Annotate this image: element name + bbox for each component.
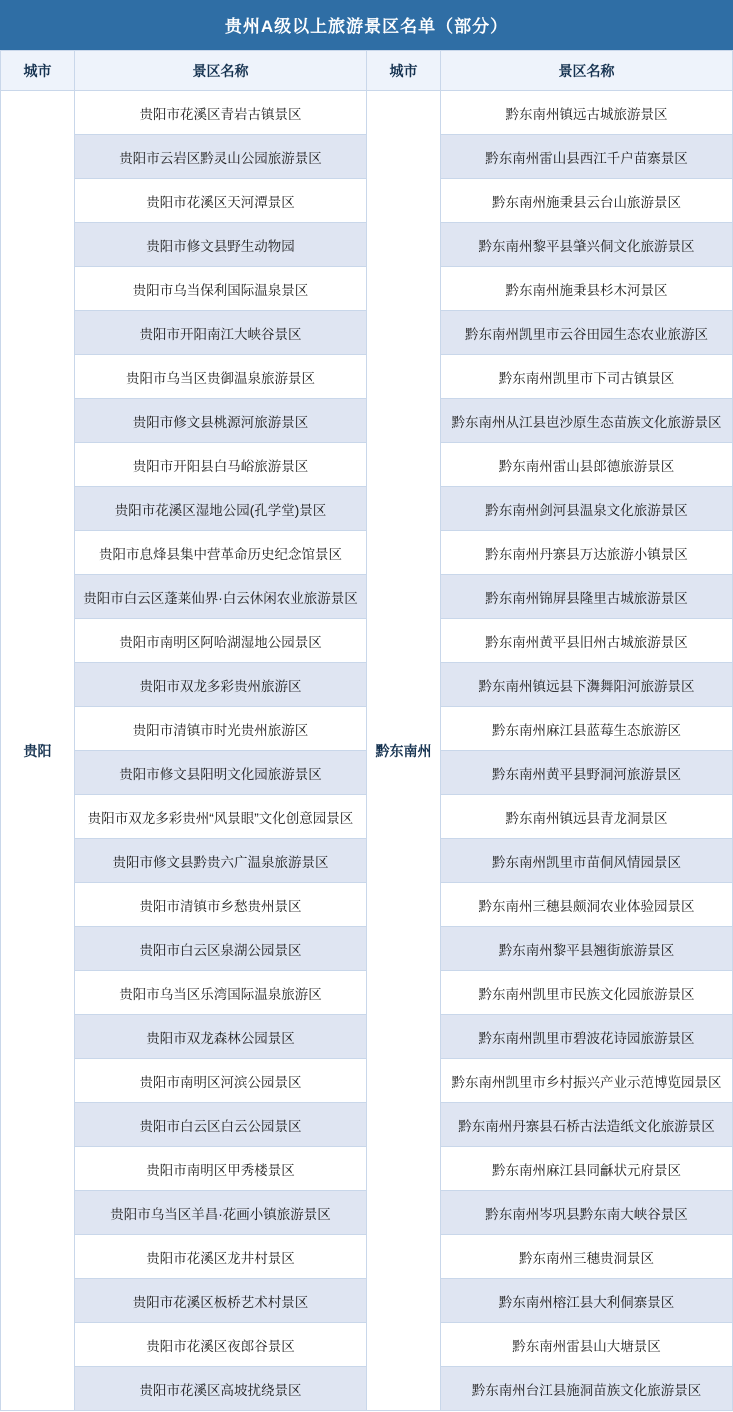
spot-cell: 黔东南州黄平县野洞河旅游景区: [441, 751, 733, 795]
spot-cell: 贵阳市花溪区板桥艺术村景区: [75, 1279, 367, 1323]
spot-cell: 贵阳市双龙森林公园景区: [75, 1015, 367, 1059]
column-header-spot-left: 景区名称: [75, 51, 367, 91]
spot-cell: 黔东南州凯里市云谷田园生态农业旅游区: [441, 311, 733, 355]
spot-cell: 黔东南州三穗县颇洞农业体验园景区: [441, 883, 733, 927]
spot-cell: 黔东南州锦屏县隆里古城旅游景区: [441, 575, 733, 619]
spot-cell: 贵阳市南明区甲秀楼景区: [75, 1147, 367, 1191]
city-cell-left: 贵阳: [1, 91, 75, 1411]
spot-cell: 黔东南州榕江县大利侗寨景区: [441, 1279, 733, 1323]
spot-cell: 贵阳市南明区河滨公园景区: [75, 1059, 367, 1103]
spot-cell: 黔东南州凯里市碧波花诗园旅游景区: [441, 1015, 733, 1059]
spot-cell: 贵阳市开阳南江大峡谷景区: [75, 311, 367, 355]
spot-cell: 黔东南州凯里市乡村振兴产业示范博览园景区: [441, 1059, 733, 1103]
spot-cell: 贵阳市云岩区黔灵山公园旅游景区: [75, 135, 367, 179]
spot-cell: 贵阳市花溪区夜郎谷景区: [75, 1323, 367, 1367]
spot-cell: 贵阳市修文县野生动物园: [75, 223, 367, 267]
spot-cell: 贵阳市修文县桃源河旅游景区: [75, 399, 367, 443]
column-header-city-right: 城市: [367, 51, 441, 91]
spot-cell: 贵阳市花溪区龙井村景区: [75, 1235, 367, 1279]
spot-cell: 黔东南州黎平县肇兴侗文化旅游景区: [441, 223, 733, 267]
table-row: [1, 91, 733, 135]
spot-cell: 黔东南州雷山县西江千户苗寨景区: [441, 135, 733, 179]
spot-cell: 黔东南州施秉县杉木河景区: [441, 267, 733, 311]
spot-cell: 贵阳市息烽县集中营革命历史纪念馆景区: [75, 531, 367, 575]
spot-cell: 贵阳市乌当保利国际温泉景区: [75, 267, 367, 311]
page-title: 贵州A级以上旅游景区名单（部分）: [0, 0, 733, 50]
spot-cell: 黔东南州黎平县翘街旅游景区: [441, 927, 733, 971]
spot-cell: 贵阳市白云区蓬莱仙界·白云休闲农业旅游景区: [75, 575, 367, 619]
spot-cell: 黔东南州麻江县同龢状元府景区: [441, 1147, 733, 1191]
city-cell-right: 黔东南州: [367, 91, 441, 1411]
spot-cell: 黔东南州黄平县旧州古城旅游景区: [441, 619, 733, 663]
spot-cell: 黔东南州镇远县青龙洞景区: [441, 795, 733, 839]
spot-cell: 贵阳市乌当区羊昌·花画小镇旅游景区: [75, 1191, 367, 1235]
spot-cell: 黔东南州镇远县下㵲舞阳河旅游景区: [441, 663, 733, 707]
spot-cell: 贵阳市乌当区乐湾国际温泉旅游区: [75, 971, 367, 1015]
spot-cell: 黔东南州施秉县云台山旅游景区: [441, 179, 733, 223]
column-header-city-left: 城市: [1, 51, 75, 91]
spot-cell: 黔东南州雷县山大塘景区: [441, 1323, 733, 1367]
spot-cell: 贵阳市花溪区天河潭景区: [75, 179, 367, 223]
spot-cell: 黔东南州凯里市苗侗风情园景区: [441, 839, 733, 883]
spot-cell: 贵阳市清镇市时光贵州旅游区: [75, 707, 367, 751]
spot-cell: 贵阳市花溪区高坡扰绕景区: [75, 1367, 367, 1411]
spot-cell: 贵阳市乌当区贵御温泉旅游景区: [75, 355, 367, 399]
spot-cell: 黔东南州从江县岜沙原生态苗族文化旅游景区: [441, 399, 733, 443]
spot-cell: 黔东南州镇远古城旅游景区: [441, 91, 733, 135]
column-header-spot-right: 景区名称: [441, 51, 733, 91]
spot-cell: 黔东南州丹寨县万达旅游小镇景区: [441, 531, 733, 575]
spot-cell: 贵阳市修文县黔贵六广温泉旅游景区: [75, 839, 367, 883]
spot-cell: 黔东南州台江县施洞苗族文化旅游景区: [441, 1367, 733, 1411]
spot-cell: 黔东南州剑河县温泉文化旅游景区: [441, 487, 733, 531]
table-header-row: [1, 51, 733, 91]
spot-cell: 贵阳市白云区泉湖公园景区: [75, 927, 367, 971]
spot-cell: 贵阳市清镇市乡愁贵州景区: [75, 883, 367, 927]
scenic-area-table: [0, 50, 733, 1411]
spot-cell: 黔东南州三穗贵洞景区: [441, 1235, 733, 1279]
spot-cell: 贵阳市双龙多彩贵州“风景眼”文化创意园景区: [75, 795, 367, 839]
spot-cell: 黔东南州凯里市下司古镇景区: [441, 355, 733, 399]
spot-cell: 贵阳市修文县阳明文化园旅游景区: [75, 751, 367, 795]
spot-cell: 贵阳市双龙多彩贵州旅游区: [75, 663, 367, 707]
spot-cell: 黔东南州雷山县郎德旅游景区: [441, 443, 733, 487]
table-body: [1, 91, 733, 1411]
spot-cell: 黔东南州丹寨县石桥古法造纸文化旅游景区: [441, 1103, 733, 1147]
spot-cell: 黔东南州麻江县蓝莓生态旅游区: [441, 707, 733, 751]
spot-cell: 黔东南州岑巩县黔东南大峡谷景区: [441, 1191, 733, 1235]
spot-cell: 贵阳市花溪区湿地公园(孔学堂)景区: [75, 487, 367, 531]
spot-cell: 黔东南州凯里市民族文化园旅游景区: [441, 971, 733, 1015]
spot-cell: 贵阳市开阳县白马峪旅游景区: [75, 443, 367, 487]
spot-cell: 贵阳市花溪区青岩古镇景区: [75, 91, 367, 135]
spot-cell: 贵阳市白云区白云公园景区: [75, 1103, 367, 1147]
table-head: [1, 51, 733, 91]
spot-cell: 贵阳市南明区阿哈湖湿地公园景区: [75, 619, 367, 663]
